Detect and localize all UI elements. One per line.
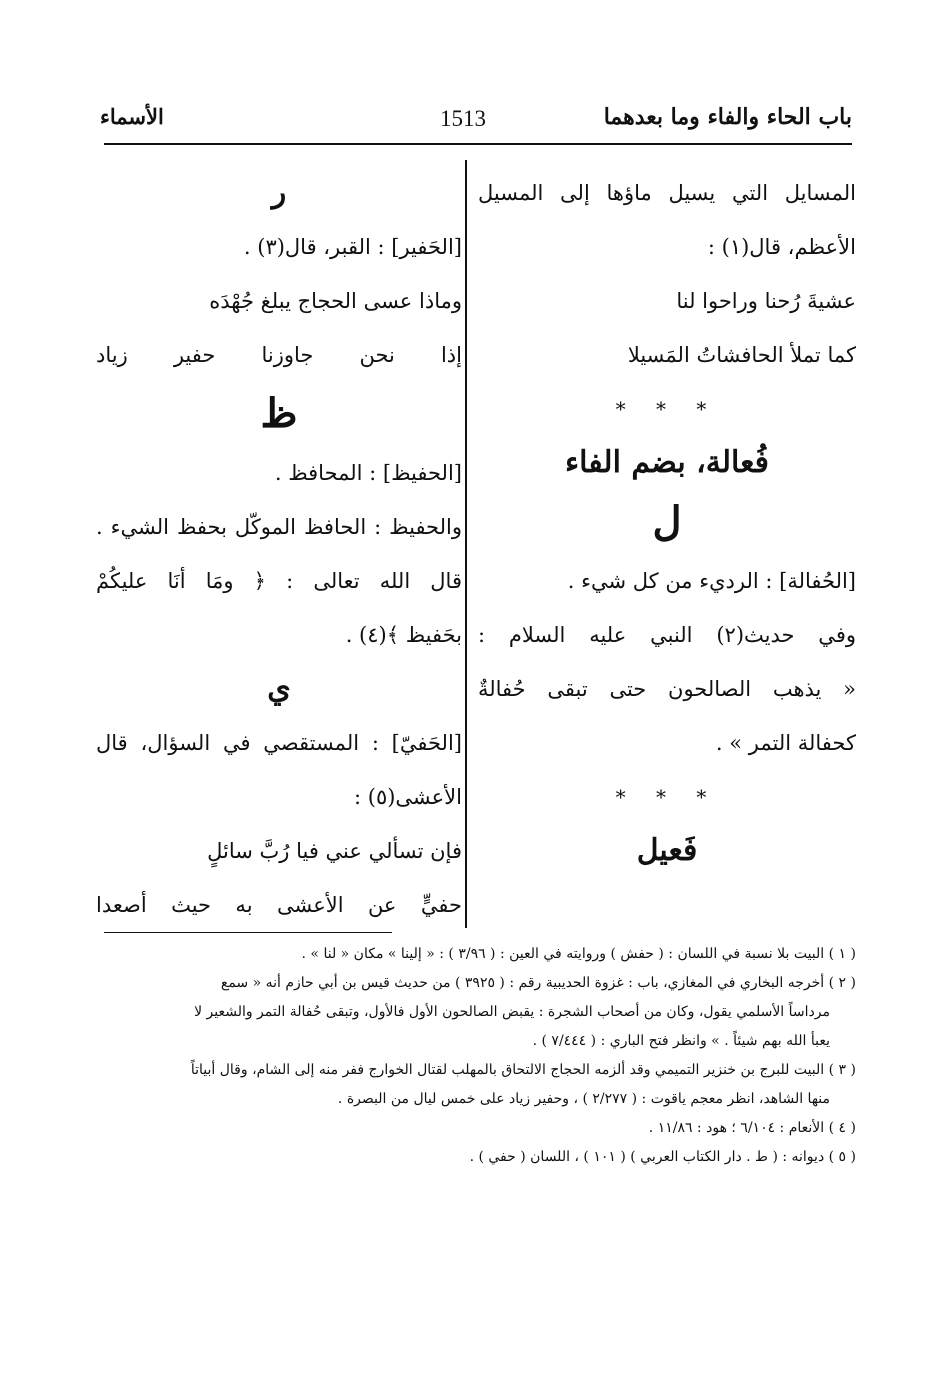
text-line: [الحَفيّ] : المستقصي في السؤال، قال [96,731,462,755]
section-heading: ر [271,175,287,210]
text-line: حفيٍّ عن الأعشى به حيث أصعدا [96,893,462,917]
section-heading: ي [267,671,291,706]
text-line: كحفالة التمر » . [715,731,856,755]
text-line: إذا نحن جاوزنا حفير زياد [96,343,462,367]
footnote-line: ( ٤ ) الأنعام : ٦/١٠٤ ؛ هود : ١١/٨٦ . [648,1120,856,1136]
text-line: المسايل التي يسيل ماؤها إلى المسيل [478,181,856,205]
separator-stars: * * * [615,397,719,421]
separator-stars: * * * [615,785,719,809]
right-column [478,166,856,878]
footnote-line: يعبأ الله بهم شيئاً . » وانظر فتح الباري : ( ٧/٤٤٤ ) . [532,1033,830,1049]
text-line: [الحفيظ] : المحافظ . [274,461,462,485]
text-line: [الحَفير] : القبر، قال(٣) . [243,235,462,259]
text-line: [الحُفالة] : الرديء من كل شيء . [567,569,856,593]
header-rule [104,143,852,145]
text-line: وفي حديث(٢) النبي عليه السلام : [478,623,856,647]
section-heading: فَعيل [636,833,698,868]
footnote-line: مرداساً الأسلمي يقول، وكان من أصحاب الشجرة : يقبض الصالحون الأول فالأول، وتبقى حُفالة التمر والشعير لا [194,1004,830,1020]
text-line: فإن تسألي عني فيا رُبَّ سائلٍ [207,839,462,863]
footnote-line: ( ٣ ) البيت للبرج بن خنزير التميمي وقد ألزمه الحجاج الالتحاق بالمهلب لقتال الخوارج ففر منه إلى الشام، وقال أبياتاً [190,1062,856,1078]
footnote-line: ( ٢ ) أخرجه البخاري في المغازي، باب : غزوة الحديبية رقم : ( ٣٩٢٥ ) من حديث قيس بن أبي حازم أنه « سمع [220,975,856,991]
text-line: الأعظم، قال(١) : [707,235,856,259]
text-line: بحَفيظ ﴾(٤) . [345,623,462,647]
footnote-rule [104,932,392,933]
letter-heading: ظ [260,390,298,437]
text-line: قال الله تعالى : ﴿ ومَا أنَا عليكُمْ [96,569,462,593]
column-divider [465,160,467,928]
text-line: الأعشى(٥) : [353,785,462,809]
left-column [96,166,462,932]
footnotes [114,940,856,1172]
chapter-title: باب الحاء والفاء وما بعدهما [603,104,852,130]
section-heading: فُعالة، بضم الفاء [565,445,769,480]
text-line: عشيةَ رُحنا وراحوا لنا [676,289,856,313]
page-header [100,104,852,144]
footnote-line: منها الشاهد، انظر معجم ياقوت : ( ٢/٢٧٧ ) ، وحفير زياد على خمس ليال من البصرة . [337,1091,830,1107]
letter-heading: ل [652,498,682,545]
section-title: الأسماء [100,104,164,129]
text-line: « يذهب الصالحون حتى تبقى حُفالةٌ [478,677,856,701]
text-line: والحفيظ : الحافظ الموكّل بحفظ الشيء . [96,515,462,539]
text-line: كما تملأ الحافشاتُ المَسيلا [627,343,856,367]
footnote-line: ( ١ ) البيت بلا نسبة في اللسان : ( حفش ) وروايته في العين : ( ٣/٩٦ ) : « إلينا » مكان « لنا » . [301,946,856,962]
page-number: 1513 [440,106,486,131]
text-line: وماذا عسى الحجاج يبلغ جُهْدَه [209,289,462,313]
footnote-line: ( ٥ ) ديوانه : ( ط . دار الكتاب العربي ) ( ١٠١ ) ، اللسان ( حفي ) . [469,1149,856,1165]
